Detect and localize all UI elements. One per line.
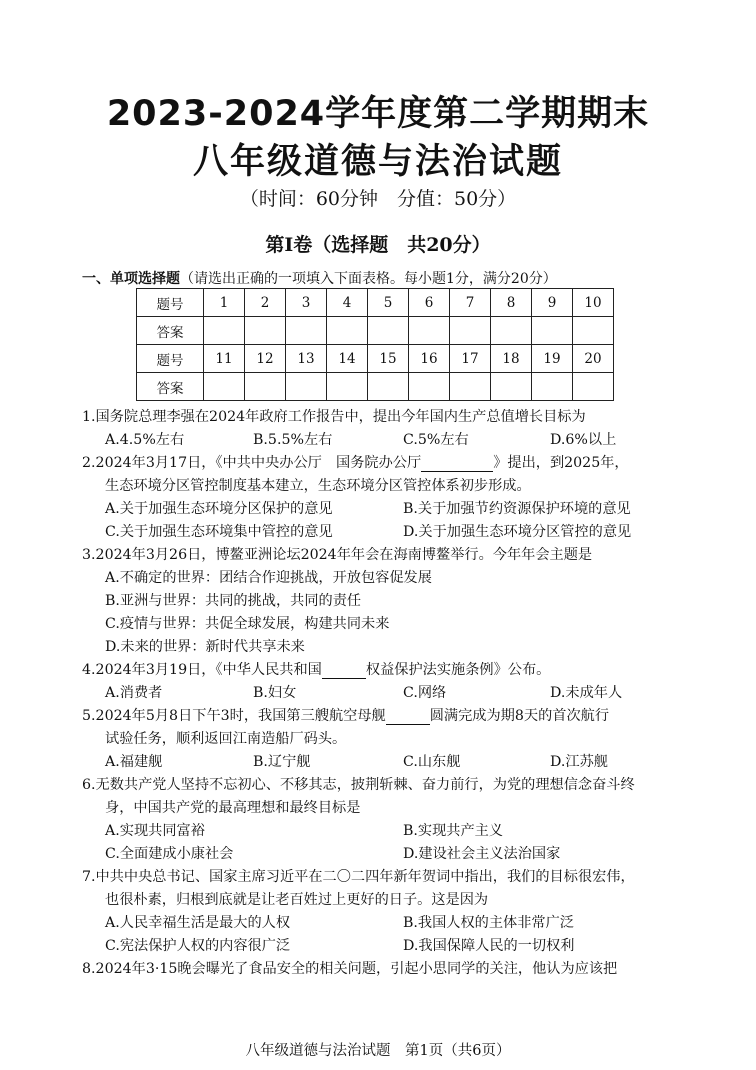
answer-cell[interactable] bbox=[450, 373, 491, 401]
question-number: 4 bbox=[327, 289, 368, 317]
question-number: 9 bbox=[532, 289, 573, 317]
question-number: 20 bbox=[573, 345, 614, 373]
question-5-option-b: B.辽宁舰 bbox=[253, 754, 311, 770]
question-number: 19 bbox=[532, 345, 573, 373]
question-6-stem-line1: 6.无数共产党人坚持不忘初心、不移其志，披荆斩棘、奋力前行，为党的理想信念奋斗终 bbox=[82, 777, 635, 793]
question-4-option-b: B.妇女 bbox=[253, 685, 297, 701]
question-2-option-d: D.关于加强生态环境分区管控的意见 bbox=[403, 524, 632, 540]
question-1-option-a: A.4.5%左右 bbox=[105, 432, 185, 448]
answer-cell[interactable] bbox=[204, 317, 245, 345]
answer-row-1 bbox=[137, 317, 614, 345]
section-title: 第Ⅰ卷（选择题 共20分） bbox=[265, 234, 491, 256]
question-7-option-a: A.人民幸福生活是最大的人权 bbox=[105, 915, 291, 931]
number-row-1 bbox=[137, 289, 614, 317]
answer-cell[interactable] bbox=[450, 317, 491, 345]
answer-row-2 bbox=[137, 373, 614, 401]
question-5-stem-line1 bbox=[82, 705, 609, 725]
question-2-option-a: A.关于加强生态环境分区保护的意见 bbox=[105, 501, 333, 517]
question-5-stem-part1: 5.2024年5月8日下午3时，我国第三艘航空母舰 bbox=[82, 708, 386, 724]
question-5-stem-line2: 试验任务，顺利返回江南造船厂码头。 bbox=[105, 731, 347, 747]
answer-cell[interactable] bbox=[491, 317, 532, 345]
section-instruction bbox=[82, 268, 557, 288]
question-number: 15 bbox=[368, 345, 409, 373]
question-7-option-d: D.我国保障人民的一切权利 bbox=[403, 938, 575, 954]
answer-label: 答案 bbox=[137, 373, 204, 401]
question-3-stem: 3.2024年3月26日，博鳌亚洲论坛2024年年会在海南博鳌举行。今年年会主题是 bbox=[82, 547, 593, 563]
question-number: 8 bbox=[491, 289, 532, 317]
exam-title-line1: 2023-2024学年度第二学期期末 bbox=[106, 94, 650, 134]
question-number: 14 bbox=[327, 345, 368, 373]
answer-cell[interactable] bbox=[409, 317, 450, 345]
question-4-option-d: D.未成年人 bbox=[550, 685, 623, 701]
question-number: 13 bbox=[286, 345, 327, 373]
question-6-option-c: C.全面建成小康社会 bbox=[105, 846, 234, 862]
number-row-2 bbox=[137, 345, 614, 373]
question-number: 10 bbox=[573, 289, 614, 317]
answer-cell[interactable] bbox=[286, 317, 327, 345]
question-2-stem-part2: 》提出，到2025年， bbox=[493, 455, 629, 471]
question-1-stem: 1.国务院总理李强在2024年政府工作报告中，提出今年国内生产总值增长目标为 bbox=[82, 409, 586, 425]
question-6-option-d: D.建设社会主义法治国家 bbox=[403, 846, 561, 862]
answer-blank bbox=[322, 664, 366, 679]
answer-cell[interactable] bbox=[532, 317, 573, 345]
exam-title-line2: 八年级道德与法治试题 bbox=[192, 142, 563, 182]
question-5-option-c: C.山东舰 bbox=[403, 754, 461, 770]
question-4-stem bbox=[82, 659, 550, 679]
page-footer: 八年级道德与法治试题 第1页（共6页） bbox=[245, 1043, 511, 1059]
question-number: 17 bbox=[450, 345, 491, 373]
answer-cell[interactable] bbox=[368, 317, 409, 345]
answer-cell[interactable] bbox=[327, 373, 368, 401]
question-3-option-c: C.疫情与世界：共促全球发展，构建共同未来 bbox=[105, 616, 390, 632]
answer-cell[interactable] bbox=[532, 373, 573, 401]
question-1-option-c: C.5%左右 bbox=[403, 432, 469, 448]
number-label: 题号 bbox=[137, 289, 204, 317]
question-8-stem: 8.2024年3·15晚会曝光了食品安全的相关问题，引起小思同学的关注，他认为应该把 bbox=[82, 961, 618, 977]
question-6-stem-line2: 身，中国共产党的最高理想和最终目标是 bbox=[105, 800, 361, 816]
question-5-option-a: A.福建舰 bbox=[105, 754, 163, 770]
question-4-option-a: A.消费者 bbox=[105, 685, 163, 701]
instruction-body: （请选出正确的一项填入下面表格。每小题1分，满分20分） bbox=[180, 271, 557, 287]
question-1-option-d: D.6%以上 bbox=[550, 432, 617, 448]
number-label: 题号 bbox=[137, 345, 204, 373]
answer-cell[interactable] bbox=[573, 317, 614, 345]
question-number: 11 bbox=[204, 345, 245, 373]
answer-cell[interactable] bbox=[327, 317, 368, 345]
answer-cell[interactable] bbox=[409, 373, 450, 401]
question-1-option-b: B.5.5%左右 bbox=[253, 432, 333, 448]
answer-cell[interactable] bbox=[245, 317, 286, 345]
question-number: 6 bbox=[409, 289, 450, 317]
question-7-option-b: B.我国人权的主体非常广泛 bbox=[403, 915, 574, 931]
answer-table bbox=[136, 288, 614, 401]
question-number: 1 bbox=[204, 289, 245, 317]
question-5-stem-part2: 圆满完成为期8天的首次航行 bbox=[429, 708, 610, 724]
question-number: 5 bbox=[368, 289, 409, 317]
question-number: 3 bbox=[286, 289, 327, 317]
answer-blank bbox=[386, 710, 430, 725]
question-number: 2 bbox=[245, 289, 286, 317]
question-5-option-d: D.江苏舰 bbox=[550, 754, 608, 770]
question-3-option-b: B.亚洲与世界：共同的挑战，共同的责任 bbox=[105, 593, 362, 609]
question-2-stem-line2: 生态环境分区管控制度基本建立，生态环境分区管控体系初步形成。 bbox=[105, 478, 531, 494]
question-2-option-b: B.关于加强节约资源保护环境的意见 bbox=[403, 501, 631, 517]
question-2-stem-part1: 2.2024年3月17日，《中共中央办公厅 国务院办公厅 bbox=[82, 455, 422, 471]
answer-cell[interactable] bbox=[245, 373, 286, 401]
question-2-stem-line1 bbox=[82, 452, 629, 472]
question-number: 7 bbox=[450, 289, 491, 317]
answer-cell[interactable] bbox=[491, 373, 532, 401]
question-4-stem-part2: 权益保护法实施条例》公布。 bbox=[365, 662, 551, 678]
question-6-option-a: A.实现共同富裕 bbox=[105, 823, 205, 839]
question-4-option-c: C.网络 bbox=[403, 685, 447, 701]
question-7-option-c: C.宪法保护人权的内容很广泛 bbox=[105, 938, 291, 954]
question-4-stem-part1: 4.2024年3月19日，《中华人民共和国 bbox=[82, 662, 322, 678]
question-7-stem-line1: 7.中共中央总书记、国家主席习近平在二〇二四年新年贺词中指出，我们的目标很宏伟， bbox=[82, 869, 635, 885]
exam-meta: （时间：60分钟 分值：50分） bbox=[239, 188, 517, 210]
question-2-option-c: C.关于加强生态环境集中管控的意见 bbox=[105, 524, 333, 540]
answer-cell[interactable] bbox=[573, 373, 614, 401]
answer-label: 答案 bbox=[137, 317, 204, 345]
question-number: 12 bbox=[245, 345, 286, 373]
answer-cell[interactable] bbox=[204, 373, 245, 401]
question-3-option-a: A.不确定的世界：团结合作迎挑战，开放包容促发展 bbox=[105, 570, 432, 586]
question-number: 18 bbox=[491, 345, 532, 373]
answer-cell[interactable] bbox=[286, 373, 327, 401]
instruction-head: 一、单项选择题 bbox=[82, 271, 180, 287]
answer-blank bbox=[421, 457, 493, 472]
question-6-option-b: B.实现共产主义 bbox=[403, 823, 504, 839]
question-7-stem-line2: 也很朴素，归根到底就是让老百姓过上更好的日子。这是因为 bbox=[105, 892, 489, 908]
question-3-option-d: D.未来的世界：新时代共享未来 bbox=[105, 639, 305, 655]
answer-cell[interactable] bbox=[368, 373, 409, 401]
question-number: 16 bbox=[409, 345, 450, 373]
